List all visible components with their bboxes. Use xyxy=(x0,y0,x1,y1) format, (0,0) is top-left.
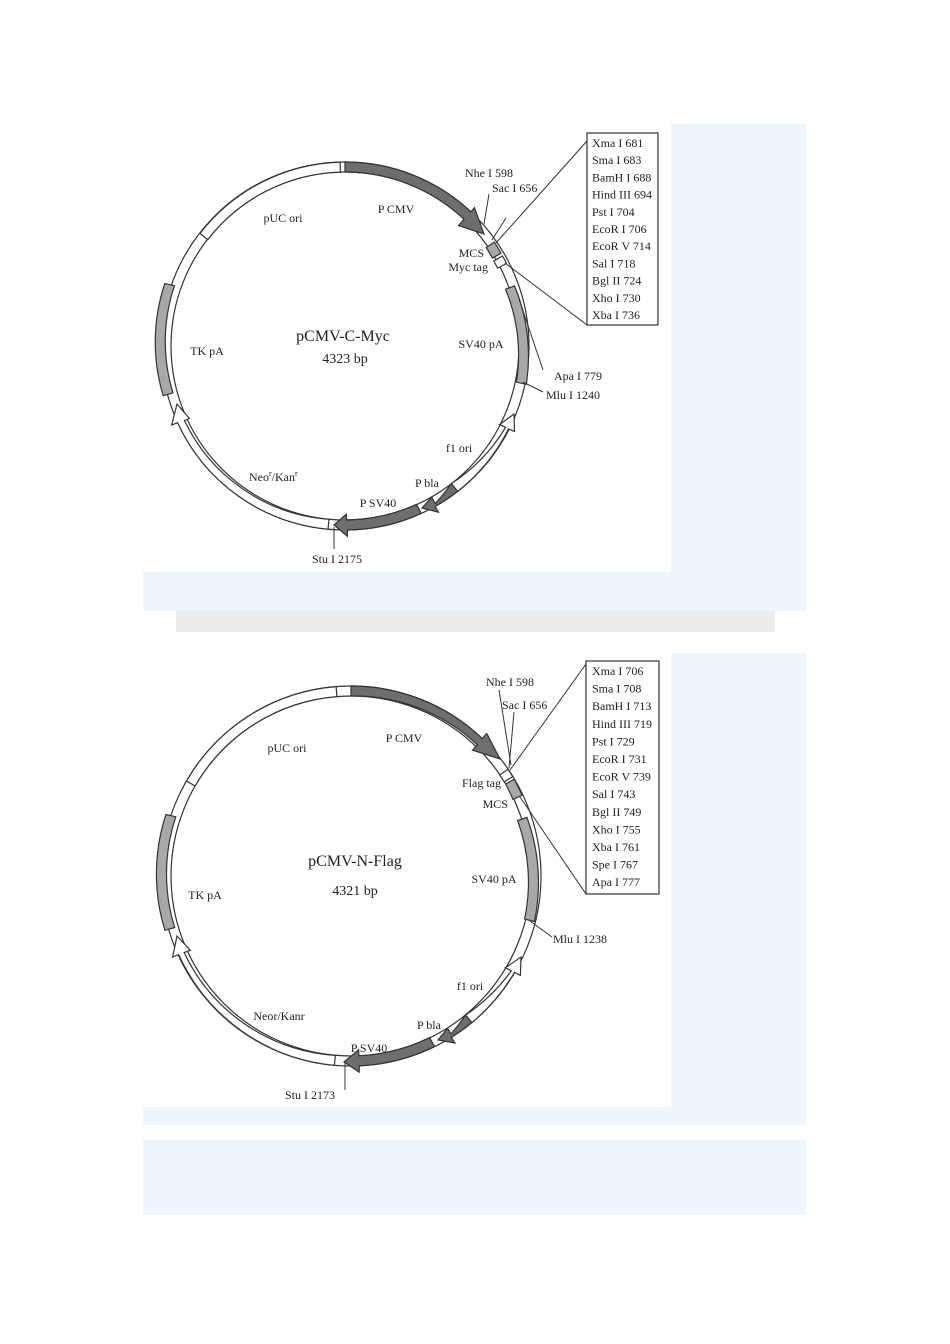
map1-myc-tag-block xyxy=(494,256,507,268)
map2-puc-ori-block xyxy=(187,687,337,786)
map1-mcs-site: Pst I 704 xyxy=(592,204,635,219)
map1-site-nhe: Nhe I 598 xyxy=(465,166,513,180)
map1-plasmid-name: pCMV-C-Myc xyxy=(296,328,390,345)
map1-label-sv40-pa: SV40 pA xyxy=(458,337,504,351)
map1-label-pcmv: P CMV xyxy=(377,202,415,216)
map2-sv40-pa-block xyxy=(518,817,539,921)
plasmid-map-pcmv-n-flag xyxy=(156,661,659,1102)
map1-neo-kan-arrow xyxy=(172,404,329,529)
map2-plasmid-name: pCMV-N-Flag xyxy=(308,853,402,870)
plasmid-map-pcmv-c-myc xyxy=(155,133,658,566)
map1-label-myc-tag: Myc tag xyxy=(448,260,488,274)
map2-site-nhe: Nhe I 598 xyxy=(486,675,534,689)
map1-label-puc-ori: pUC ori xyxy=(263,211,303,225)
map1-site-mlu: Mlu I 1240 xyxy=(546,388,600,402)
map1-pcmv-arrow xyxy=(345,162,484,234)
map2-mcs-site: Spe I 767 xyxy=(592,857,638,872)
map2-mcs-site: EcoR V 739 xyxy=(592,769,651,784)
map2-label-neo-kan: Neor/Kanr xyxy=(253,1009,305,1023)
map2-tk-pa-block xyxy=(156,815,175,931)
map2-site-sac: Sac I 656 xyxy=(502,698,548,712)
map2-label-tk-pa: TK pA xyxy=(188,888,222,902)
map1-mcs-site: EcoR I 706 xyxy=(592,222,647,236)
map2-mcs-site: EcoR I 731 xyxy=(592,752,647,766)
map1-label-f1-ori: f1 ori xyxy=(445,441,473,455)
map2-label-psv40: P SV40 xyxy=(350,1041,388,1055)
map1-mcs-site: Xho I 730 xyxy=(592,290,641,305)
map1-site-apa: Apa I 779 xyxy=(554,369,602,383)
map1-label-psv40: P SV40 xyxy=(359,496,397,510)
map2-mcs-site: Bgl II 749 xyxy=(592,804,642,819)
map2-flag-tag-block xyxy=(500,769,513,782)
map1-mcs-site: Xma I 681 xyxy=(592,136,644,150)
map2-plasmid-size: 4321 bp xyxy=(332,884,378,899)
map2-label-mcs: MCS xyxy=(482,797,508,811)
map2-label-sv40-pa: SV40 pA xyxy=(471,872,517,886)
map2-site-stu: Stu I 2173 xyxy=(284,1088,336,1102)
map1-plasmid-size: 4323 bp xyxy=(322,352,368,367)
map1-label-tk-pa: TK pA xyxy=(190,344,224,358)
map2-mcs-site: Pst I 729 xyxy=(592,734,635,749)
map1-label-pbla: P bla xyxy=(415,476,439,490)
map2-mcs-site: BamH I 713 xyxy=(592,699,652,714)
map1-site-sac: Sac I 656 xyxy=(492,181,538,195)
map2-mcs-site: Xba I 761 xyxy=(592,840,640,854)
map2-mcs-site: Apa I 777 xyxy=(592,875,640,890)
map2-mcs-site: Hind III 719 xyxy=(592,716,652,731)
map2-mcs-block xyxy=(506,779,522,799)
map2-mcs-site: Sal I 743 xyxy=(592,787,636,802)
map1-label-neo-kan: Neo$^r$/Kan$^r$ xyxy=(249,469,298,484)
map2-pcmv-arrow xyxy=(351,686,500,759)
map2-site-mlu: Mlu I 1238 xyxy=(553,932,607,946)
map1-mcs-site: Sma I 683 xyxy=(592,153,642,168)
map1-label-mcs: MCS xyxy=(458,246,484,260)
map2-mcs-site: Xma I 706 xyxy=(592,664,644,678)
map2-neo-kan-arrow xyxy=(173,936,336,1065)
map1-mcs-site: Hind III 694 xyxy=(592,187,652,202)
map1-mcs-site: Bgl II 724 xyxy=(592,273,642,288)
map1-site-stu: Stu I 2175 xyxy=(311,552,363,566)
map1-puc-ori-block xyxy=(200,162,340,240)
map2-pbla-arrow xyxy=(438,1015,472,1043)
map2-label-puc-ori: pUC ori xyxy=(267,741,307,755)
map2-label-flag-tag: Flag tag xyxy=(462,776,501,790)
map1-mcs-site: EcoR V 714 xyxy=(592,239,651,254)
map1-mcs-site: BamH I 688 xyxy=(592,170,652,185)
map1-mcs-site: Sal I 718 xyxy=(592,256,636,271)
map2-label-f1-ori: f1 ori xyxy=(456,979,484,993)
map2-label-pbla: P bla xyxy=(417,1018,441,1032)
map2-label-pcmv: P CMV xyxy=(385,731,423,745)
map2-mcs-site: Sma I 708 xyxy=(592,681,642,696)
map2-mcs-site: Xho I 755 xyxy=(592,822,641,837)
map1-mcs-site: Xba I 736 xyxy=(592,308,640,322)
